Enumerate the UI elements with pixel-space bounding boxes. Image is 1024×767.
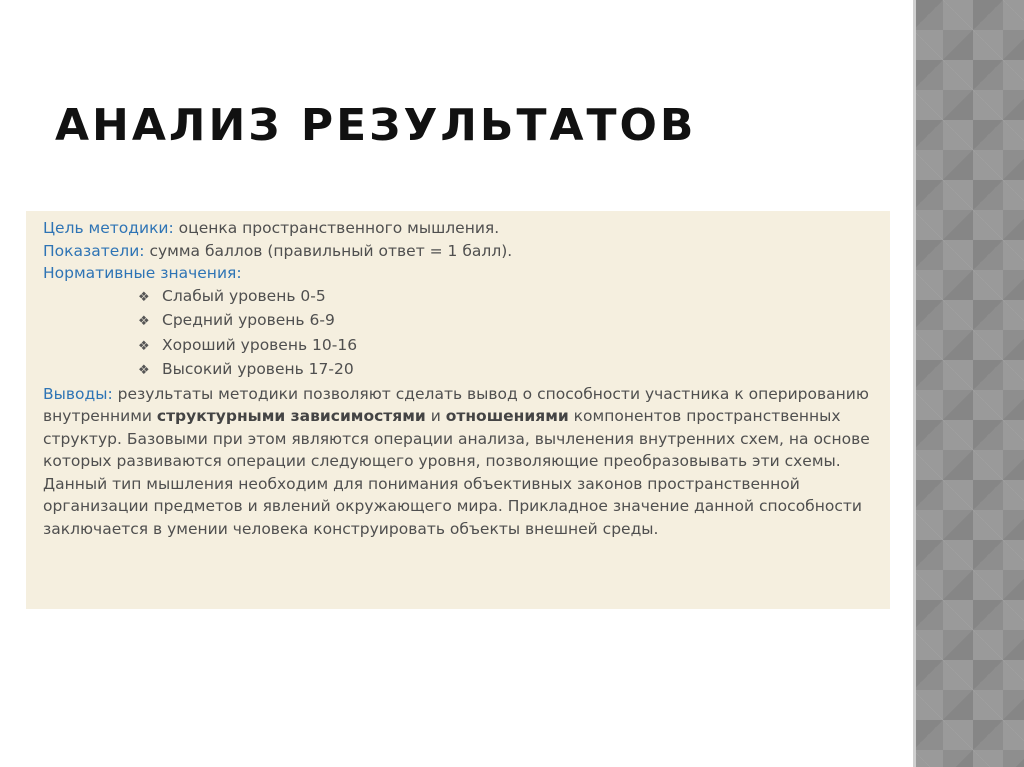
goal-line [43, 217, 890, 240]
goal-text: оценка пространственного мышления. [173, 219, 500, 237]
norm-item [138, 309, 890, 334]
norms-list [43, 285, 890, 383]
norm-item-label: Хороший уровень 10-16 [162, 335, 358, 354]
norm-item-label: Слабый уровень 0-5 [162, 286, 326, 305]
decorative-side-strip [913, 0, 1024, 767]
conclusions-paragraph [43, 383, 888, 541]
conclusions-bold-1: структурными зависимостями [156, 407, 426, 425]
diamond-bullet-icon: ❖ [138, 289, 150, 305]
diamond-bullet-icon: ❖ [138, 363, 150, 378]
content-box [26, 211, 890, 609]
norm-item [138, 358, 890, 383]
norm-item [138, 334, 890, 359]
conclusions-label: Выводы: [43, 384, 113, 403]
norms-line [43, 262, 890, 285]
conclusions-text-3: компонентов пространственных структур. Базовыми при этом являются операции анализа, вычленения внутренних схем, на основе которых развиваются операции следующего уровня, позволяющие преобразовывать эти схемы. Данный тип мышления необходим для понимания объективных законов пространственной организации предметов и явлений окружающего мира. Прикладное значение данной способности заключается в умении человека конструировать объекты внешней среды. [43, 407, 870, 538]
indicators-label: Показатели: [43, 241, 145, 260]
conclusions-text-1: результаты методики позволяют сделать вывод о способности участника к оперированию внутренними [43, 384, 869, 425]
slide-title: АНАЛИЗ РЕЗУЛЬТАТОВ [55, 100, 697, 151]
norm-item [138, 285, 890, 310]
norm-item-label: Высокий уровень 17-20 [162, 360, 354, 378]
norm-item-label: Средний уровень 6-9 [162, 311, 335, 329]
indicators-line [43, 240, 890, 263]
diamond-bullet-icon: ❖ [138, 338, 150, 354]
goal-label: Цель методики: [43, 219, 174, 237]
indicators-text: сумма баллов (правильный ответ = 1 балл). [144, 241, 513, 260]
norms-label: Нормативные значения: [43, 264, 242, 282]
conclusions-bold-2: отношениями [445, 407, 569, 425]
conclusions-text-2: и [425, 407, 446, 425]
diamond-bullet-icon: ❖ [138, 314, 150, 329]
